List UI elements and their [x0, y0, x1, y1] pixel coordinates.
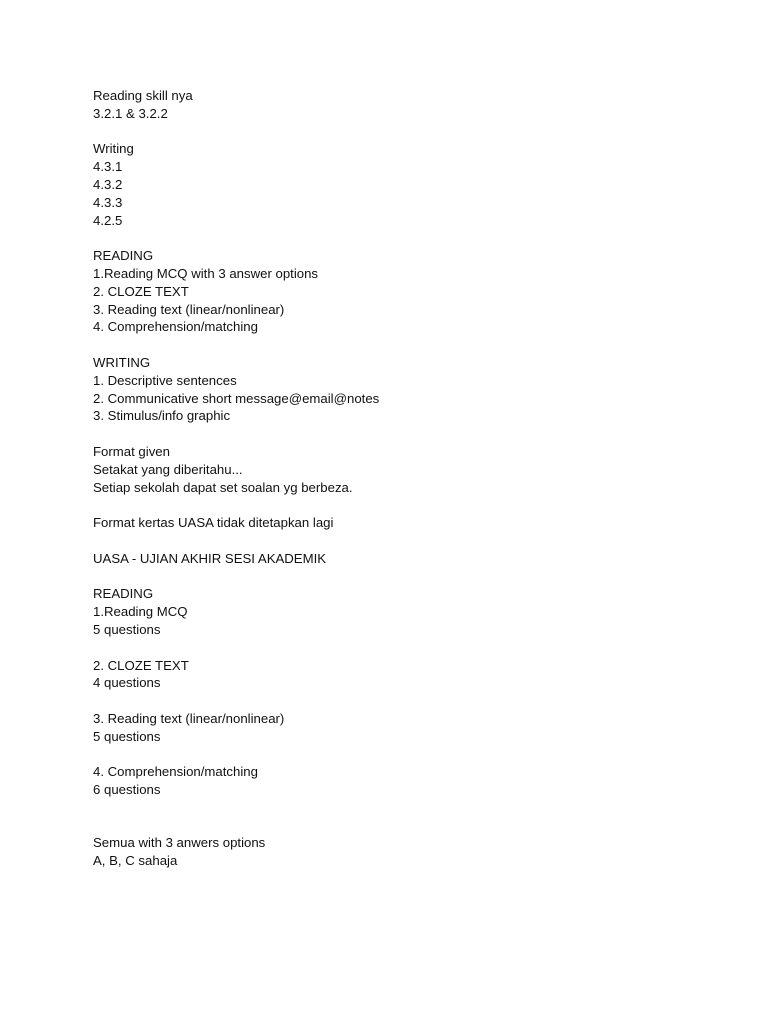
spacer: [93, 745, 693, 763]
question-section-count: 6 questions: [93, 782, 161, 798]
writing-skill-code: 4.3.2: [93, 176, 123, 192]
spacer: [93, 568, 693, 586]
writing-skill-code: 4.3.3: [93, 194, 123, 210]
closing-block: [93, 834, 693, 870]
writing-format-block: [93, 354, 693, 425]
spacer: [93, 496, 693, 514]
writing-format-title: WRITING: [93, 354, 151, 370]
question-section-name: 1.Reading MCQ: [93, 604, 188, 620]
reading-skill-block: [93, 87, 693, 123]
question-section-count: 4 questions: [93, 675, 161, 691]
spacer: [93, 336, 693, 354]
question-section-count: 5 questions: [93, 728, 161, 744]
reading-format-item: 4. Comprehension/matching: [93, 319, 258, 335]
format-note-line: Format given: [93, 443, 170, 459]
reading-skill-codes: 3.2.1 & 3.2.2: [93, 105, 168, 121]
format-note-block: [93, 443, 693, 496]
spacer: [93, 229, 693, 247]
writing-skill-block: [93, 140, 693, 229]
reading-questions-title: READING: [93, 586, 154, 602]
reading-skill-title: Reading skill nya: [93, 88, 193, 103]
document-body: [93, 87, 693, 870]
reading-format-title: READING: [93, 248, 154, 264]
reading-format-item: 1.Reading MCQ with 3 answer options: [93, 265, 319, 281]
spacer: [93, 425, 693, 443]
writing-skill-code: 4.2.5: [93, 212, 123, 228]
reading-questions-block: [93, 585, 693, 799]
writing-format-item: 3. Stimulus/info graphic: [93, 408, 231, 424]
spacer: [93, 532, 693, 550]
reading-format-item: 3. Reading text (linear/nonlinear): [93, 301, 285, 317]
writing-format-item: 1. Descriptive sentences: [93, 372, 237, 388]
spacer: [93, 692, 693, 710]
uasa-definition: UASA - UJIAN AKHIR SESI AKADEMIK: [93, 550, 327, 566]
writing-format-item: 2. Communicative short message@email@notes: [93, 390, 380, 406]
question-section-count: 5 questions: [93, 621, 161, 637]
question-section-name: 3. Reading text (linear/nonlinear): [93, 710, 285, 726]
closing-line: A, B, C sahaja: [93, 853, 178, 869]
format-note-line: Setiap sekolah dapat set soalan yg berbeza.: [93, 479, 353, 495]
closing-line: Semua with 3 anwers options: [93, 835, 266, 851]
format-note-line: Setakat yang diberitahu...: [93, 461, 243, 477]
question-section-name: 4. Comprehension/matching: [93, 764, 258, 780]
spacer: [93, 639, 693, 657]
reading-format-block: [93, 247, 693, 336]
writing-skill-title: Writing: [93, 141, 134, 157]
writing-skill-code: 4.3.1: [93, 159, 123, 175]
spacer: [93, 799, 693, 835]
reading-format-item: 2. CLOZE TEXT: [93, 283, 189, 299]
question-section-name: 2. CLOZE TEXT: [93, 657, 189, 673]
uasa-note: Format kertas UASA tidak ditetapkan lagi: [93, 515, 334, 531]
spacer: [93, 123, 693, 141]
